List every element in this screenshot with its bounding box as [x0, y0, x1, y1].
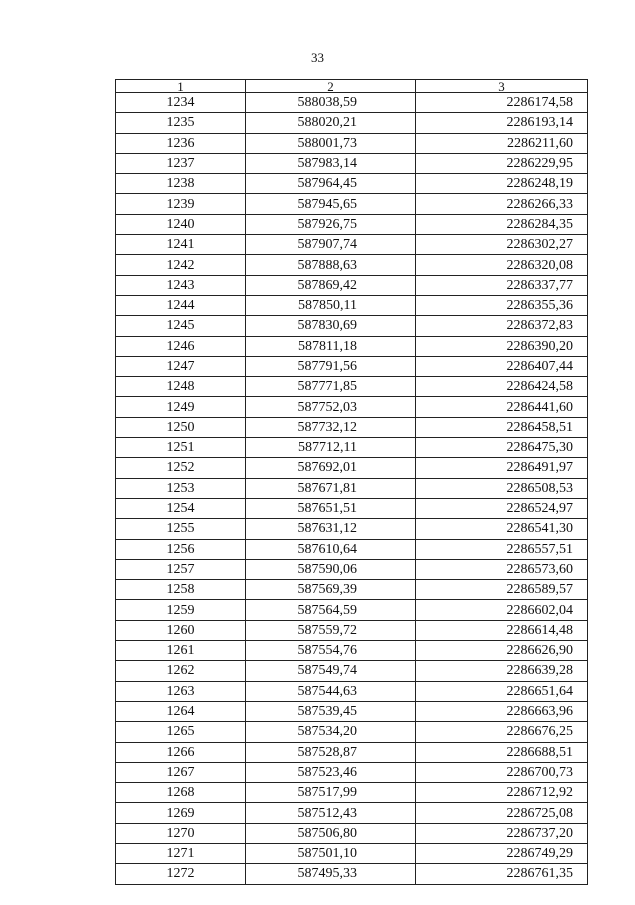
- table-row: [116, 641, 588, 661]
- x-coordinate-cell: 587559,72: [246, 620, 416, 640]
- point-number-cell: 1265: [116, 722, 246, 742]
- point-number-cell: 1257: [116, 559, 246, 579]
- y-coordinate-cell: 2286573,60: [416, 559, 588, 579]
- table-row: [116, 194, 588, 214]
- x-coordinate-cell: 587811,18: [246, 336, 416, 356]
- x-coordinate-cell: 587850,11: [246, 295, 416, 315]
- y-coordinate-cell: 2286614,48: [416, 620, 588, 640]
- point-number-cell: 1259: [116, 600, 246, 620]
- point-number-cell: 1239: [116, 194, 246, 214]
- y-coordinate-cell: 2286390,20: [416, 336, 588, 356]
- x-coordinate-cell: 587732,12: [246, 417, 416, 437]
- x-coordinate-cell: 587869,42: [246, 275, 416, 295]
- table-row: [116, 458, 588, 478]
- y-coordinate-cell: 2286193,14: [416, 113, 588, 133]
- point-number-cell: 1271: [116, 843, 246, 863]
- y-coordinate-cell: 2286725,08: [416, 803, 588, 823]
- table-row: [116, 519, 588, 539]
- x-coordinate-cell: 588001,73: [246, 133, 416, 153]
- point-number-cell: 1262: [116, 661, 246, 681]
- table-row: [116, 600, 588, 620]
- y-coordinate-cell: 2286284,35: [416, 214, 588, 234]
- x-coordinate-cell: 587549,74: [246, 661, 416, 681]
- table-row: [116, 417, 588, 437]
- point-number-cell: 1241: [116, 235, 246, 255]
- point-number-cell: 1237: [116, 153, 246, 173]
- point-number-cell: 1250: [116, 417, 246, 437]
- table-row: [116, 356, 588, 376]
- y-coordinate-cell: 2286174,58: [416, 93, 588, 113]
- point-number-cell: 1249: [116, 397, 246, 417]
- column-header-point: 1: [116, 80, 246, 93]
- y-coordinate-cell: 2286651,64: [416, 681, 588, 701]
- table-row: [116, 823, 588, 843]
- x-coordinate-cell: 587512,43: [246, 803, 416, 823]
- table-row: [116, 93, 588, 113]
- table-row: [116, 113, 588, 133]
- point-number-cell: 1258: [116, 580, 246, 600]
- table-row: [116, 174, 588, 194]
- table-row: [116, 397, 588, 417]
- y-coordinate-cell: 2286491,97: [416, 458, 588, 478]
- y-coordinate-cell: 2286372,83: [416, 316, 588, 336]
- x-coordinate-cell: 587569,39: [246, 580, 416, 600]
- x-coordinate-cell: 587692,01: [246, 458, 416, 478]
- table-row: [116, 438, 588, 458]
- table-row: [116, 661, 588, 681]
- point-number-cell: 1235: [116, 113, 246, 133]
- x-coordinate-cell: 587539,45: [246, 701, 416, 721]
- x-coordinate-cell: 587983,14: [246, 153, 416, 173]
- x-coordinate-cell: 587945,65: [246, 194, 416, 214]
- x-coordinate-cell: 587752,03: [246, 397, 416, 417]
- point-number-cell: 1255: [116, 519, 246, 539]
- x-coordinate-cell: 587528,87: [246, 742, 416, 762]
- table-row: [116, 803, 588, 823]
- table-body: [116, 93, 588, 885]
- table-row: [116, 316, 588, 336]
- y-coordinate-cell: 2286639,28: [416, 661, 588, 681]
- y-coordinate-cell: 2286626,90: [416, 641, 588, 661]
- page-number: 33: [311, 50, 324, 65]
- point-number-cell: 1244: [116, 295, 246, 315]
- table-row: [116, 498, 588, 518]
- x-coordinate-cell: 587926,75: [246, 214, 416, 234]
- y-coordinate-cell: 2286602,04: [416, 600, 588, 620]
- y-coordinate-cell: 2286557,51: [416, 539, 588, 559]
- point-number-cell: 1238: [116, 174, 246, 194]
- point-number-cell: 1264: [116, 701, 246, 721]
- table-row: [116, 681, 588, 701]
- point-number-cell: 1254: [116, 498, 246, 518]
- y-coordinate-cell: 2286712,92: [416, 783, 588, 803]
- y-coordinate-cell: 2286441,60: [416, 397, 588, 417]
- y-coordinate-cell: 2286458,51: [416, 417, 588, 437]
- x-coordinate-cell: 587517,99: [246, 783, 416, 803]
- y-coordinate-cell: 2286211,60: [416, 133, 588, 153]
- point-number-cell: 1247: [116, 356, 246, 376]
- table-row: [116, 843, 588, 863]
- point-number-cell: 1260: [116, 620, 246, 640]
- table-row: [116, 153, 588, 173]
- table-row: [116, 701, 588, 721]
- x-coordinate-cell: 587771,85: [246, 377, 416, 397]
- x-coordinate-cell: 587564,59: [246, 600, 416, 620]
- point-number-cell: 1253: [116, 478, 246, 498]
- point-number-cell: 1269: [116, 803, 246, 823]
- x-coordinate-cell: 587523,46: [246, 762, 416, 782]
- table-row: [116, 275, 588, 295]
- y-coordinate-cell: 2286524,97: [416, 498, 588, 518]
- x-coordinate-cell: 587544,63: [246, 681, 416, 701]
- x-coordinate-cell: 587888,63: [246, 255, 416, 275]
- table-header-row: [116, 80, 588, 93]
- point-number-cell: 1248: [116, 377, 246, 397]
- x-coordinate-cell: 587590,06: [246, 559, 416, 579]
- x-coordinate-cell: 587671,81: [246, 478, 416, 498]
- y-coordinate-cell: 2286248,19: [416, 174, 588, 194]
- y-coordinate-cell: 2286320,08: [416, 255, 588, 275]
- table-row: [116, 742, 588, 762]
- table-row: [116, 539, 588, 559]
- coordinates-table: [115, 79, 588, 885]
- y-coordinate-cell: 2286663,96: [416, 701, 588, 721]
- point-number-cell: 1251: [116, 438, 246, 458]
- x-coordinate-cell: 587534,20: [246, 722, 416, 742]
- x-coordinate-cell: 587907,74: [246, 235, 416, 255]
- x-coordinate-cell: 587631,12: [246, 519, 416, 539]
- point-number-cell: 1267: [116, 762, 246, 782]
- x-coordinate-cell: 587495,33: [246, 864, 416, 884]
- x-coordinate-cell: 587830,69: [246, 316, 416, 336]
- point-number-cell: 1261: [116, 641, 246, 661]
- table-row: [116, 478, 588, 498]
- table-row: [116, 295, 588, 315]
- y-coordinate-cell: 2286407,44: [416, 356, 588, 376]
- y-coordinate-cell: 2286337,77: [416, 275, 588, 295]
- column-header-y: 3: [416, 80, 588, 93]
- y-coordinate-cell: 2286475,30: [416, 438, 588, 458]
- point-number-cell: 1242: [116, 255, 246, 275]
- table-row: [116, 214, 588, 234]
- table-row: [116, 783, 588, 803]
- table-row: [116, 559, 588, 579]
- x-coordinate-cell: 588038,59: [246, 93, 416, 113]
- point-number-cell: 1272: [116, 864, 246, 884]
- table-row: [116, 377, 588, 397]
- y-coordinate-cell: 2286302,27: [416, 235, 588, 255]
- y-coordinate-cell: 2286266,33: [416, 194, 588, 214]
- y-coordinate-cell: 2286541,30: [416, 519, 588, 539]
- point-number-cell: 1263: [116, 681, 246, 701]
- point-number-cell: 1266: [116, 742, 246, 762]
- table-row: [116, 580, 588, 600]
- y-coordinate-cell: 2286700,73: [416, 762, 588, 782]
- y-coordinate-cell: 2286688,51: [416, 742, 588, 762]
- column-header-x: 2: [246, 80, 416, 93]
- point-number-cell: 1268: [116, 783, 246, 803]
- y-coordinate-cell: 2286589,57: [416, 580, 588, 600]
- table-row: [116, 722, 588, 742]
- point-number-cell: 1256: [116, 539, 246, 559]
- point-number-cell: 1236: [116, 133, 246, 153]
- table-row: [116, 762, 588, 782]
- x-coordinate-cell: 587506,80: [246, 823, 416, 843]
- y-coordinate-cell: 2286737,20: [416, 823, 588, 843]
- x-coordinate-cell: 587651,51: [246, 498, 416, 518]
- point-number-cell: 1243: [116, 275, 246, 295]
- y-coordinate-cell: 2286229,95: [416, 153, 588, 173]
- point-number-cell: 1240: [116, 214, 246, 234]
- y-coordinate-cell: 2286676,25: [416, 722, 588, 742]
- table-row: [116, 336, 588, 356]
- y-coordinate-cell: 2286424,58: [416, 377, 588, 397]
- point-number-cell: 1270: [116, 823, 246, 843]
- x-coordinate-cell: 587712,11: [246, 438, 416, 458]
- point-number-cell: 1234: [116, 93, 246, 113]
- point-number-cell: 1246: [116, 336, 246, 356]
- table-row: [116, 133, 588, 153]
- table-row: [116, 620, 588, 640]
- point-number-cell: 1252: [116, 458, 246, 478]
- table-row: [116, 864, 588, 884]
- x-coordinate-cell: 587610,64: [246, 539, 416, 559]
- table-row: [116, 255, 588, 275]
- point-number-cell: 1245: [116, 316, 246, 336]
- x-coordinate-cell: 587554,76: [246, 641, 416, 661]
- table-row: [116, 235, 588, 255]
- y-coordinate-cell: 2286508,53: [416, 478, 588, 498]
- y-coordinate-cell: 2286355,36: [416, 295, 588, 315]
- x-coordinate-cell: 588020,21: [246, 113, 416, 133]
- y-coordinate-cell: 2286761,35: [416, 864, 588, 884]
- x-coordinate-cell: 587501,10: [246, 843, 416, 863]
- x-coordinate-cell: 587791,56: [246, 356, 416, 376]
- x-coordinate-cell: 587964,45: [246, 174, 416, 194]
- y-coordinate-cell: 2286749,29: [416, 843, 588, 863]
